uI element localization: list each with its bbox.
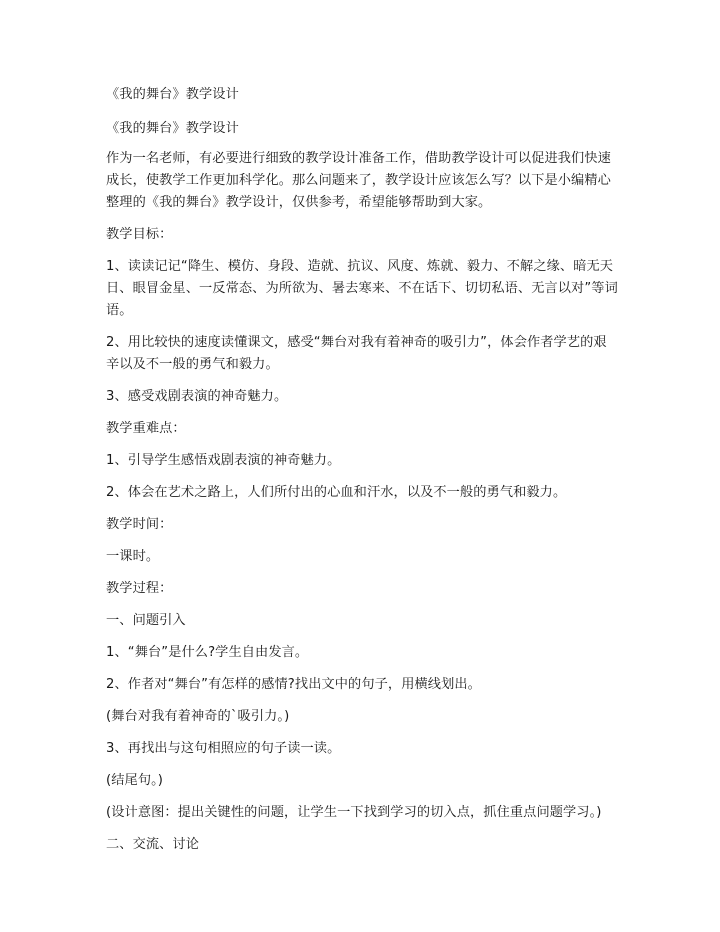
document-subtitle: 《我的舞台》教学设计: [106, 121, 239, 136]
time-heading: 教学时间：: [106, 517, 173, 532]
key-points-heading: 教学重难点：: [106, 421, 186, 436]
goal-item-2: 2、用比较快的速度读懂课文，感受“舞台对我有着神奇的吸引力”，体会作者学艺的艰辛以及不一般的勇气和毅力。: [106, 335, 607, 372]
step-1: 1、“舞台”是什么?学生自由发言。: [106, 645, 309, 660]
time-value: 一课时。: [106, 549, 160, 564]
step-2: 2、作者对“舞台”有怎样的感情?找出文中的句子，用横线划出。: [106, 677, 481, 692]
design-note: (设计意图：提出关键性的问题，让学生一下找到学习的切入点，抓住重点问题学习。): [106, 805, 602, 820]
part-1-heading: 一、问题引入: [106, 613, 186, 628]
goal-item-3: 3、感受戏剧表演的神奇魅力。: [106, 389, 288, 404]
intro-paragraph: 作为一名老师，有必要进行细致的教学设计准备工作，借助教学设计可以促进我们快速成长，使教学工作更加科学化。那么问题来了，教学设计应该怎么写？以下是小编精心整理的《我的舞台》教学设计，仅供参考，希望能够帮助到大家。: [106, 151, 611, 210]
goal-item-1: 1、读读记记“降生、模仿、身段、造就、抗议、风度、炼就、毅力、不解之缘、暗无天日、眼冒金星、一反常态、为所欲为、暑去寒来、不在话下、切切私语、无言以对”等词语。: [106, 259, 618, 318]
key-point-2: 2、体会在艺术之路上，人们所付出的心血和汗水，以及不一般的勇气和毅力。: [106, 485, 567, 500]
step-2-answer: (舞台对我有着神奇的`吸引力。): [106, 709, 290, 724]
process-heading: 教学过程：: [106, 581, 173, 596]
part-2-heading: 二、交流、讨论: [106, 837, 200, 852]
step-3: 3、再找出与这句相照应的句子读一读。: [106, 741, 341, 756]
document-body: [106, 84, 618, 856]
document-title: 《我的舞台》教学设计: [106, 87, 239, 102]
goals-heading: 教学目标：: [106, 227, 173, 242]
key-point-1: 1、引导学生感悟戏剧表演的神奇魅力。: [106, 453, 341, 468]
step-3-answer: (结尾句。): [106, 773, 164, 788]
